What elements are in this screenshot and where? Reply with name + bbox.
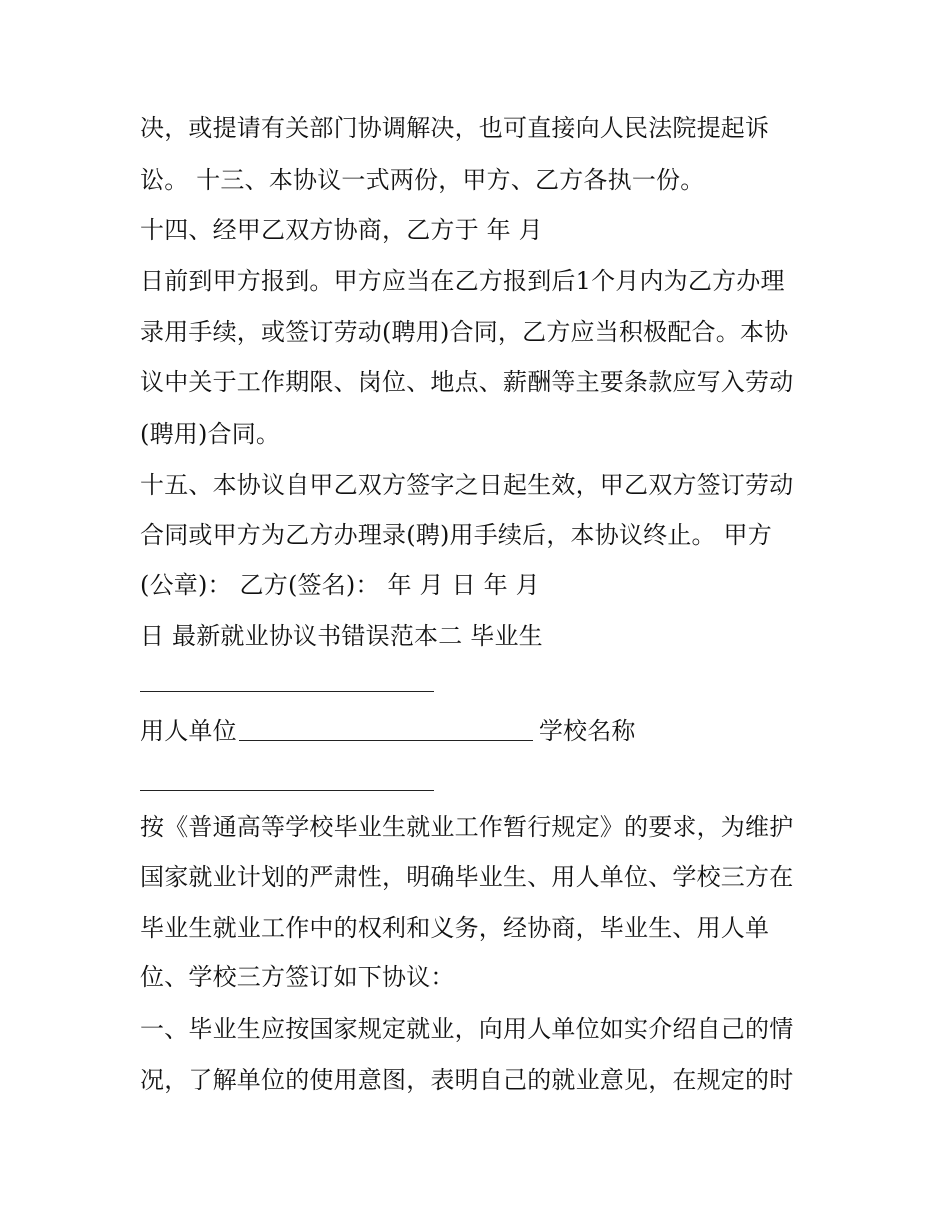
employer-label: 用人单位 <box>140 717 237 745</box>
graduate-blank-line <box>140 667 440 697</box>
text-line: 十四、经甲乙双方协商，乙方于 年 月 <box>140 216 543 244</box>
text-line: (公章)： 乙方(签名)： 年 月 日 年 月 <box>140 571 540 599</box>
employer-blank <box>239 716 533 741</box>
text-line: 日 最新就业协议书错误范本二 毕业生 <box>140 622 543 650</box>
school-blank-line <box>140 766 440 796</box>
text-line: 合同或甲方为乙方办理录(聘)用手续后，本协议终止。 甲方 <box>140 521 772 549</box>
text-line: 日前到甲方报到。甲方应当在乙方报到后1个月内为乙方办理 <box>140 267 785 295</box>
text-line: 况，了解单位的使用意图，表明自己的就业意见，在规定的时 <box>140 1066 794 1094</box>
text-line: 毕业生就业工作中的权利和义务，经协商，毕业生、用人单 <box>140 914 770 942</box>
text-line: 议中关于工作期限、岗位、地点、薪酬等主要条款应写入劳动 <box>140 368 794 396</box>
school-label: 学校名称 <box>538 717 636 745</box>
text-line: 按《普通高等学校毕业生就业工作暂行规定》的要求，为维护 <box>140 813 794 841</box>
school-name-blank <box>140 766 434 791</box>
text-line: 十五、本协议自甲乙双方签字之日起生效，甲乙双方签订劳动 <box>140 471 794 499</box>
text-line: 位、学校三方签订如下协议： <box>140 963 455 991</box>
text-line: 一、毕业生应按国家规定就业，向用人单位如实介绍自己的情 <box>140 1015 794 1043</box>
text-line: (聘用)合同。 <box>140 420 281 448</box>
text-line: 讼。 十三、本协议一式两份，甲方、乙方各执一份。 <box>140 166 705 194</box>
text-line: 国家就业计划的严肃性，明确毕业生、用人单位、学校三方在 <box>140 863 794 891</box>
text-line: 决，或提请有关部门协调解决，也可直接向人民法院提起诉 <box>140 114 770 142</box>
graduate-name-blank <box>140 667 434 692</box>
employer-school-line <box>140 716 636 746</box>
text-line: 录用手续，或签订劳动(聘用)合同，乙方应当积极配合。本协 <box>140 318 789 346</box>
